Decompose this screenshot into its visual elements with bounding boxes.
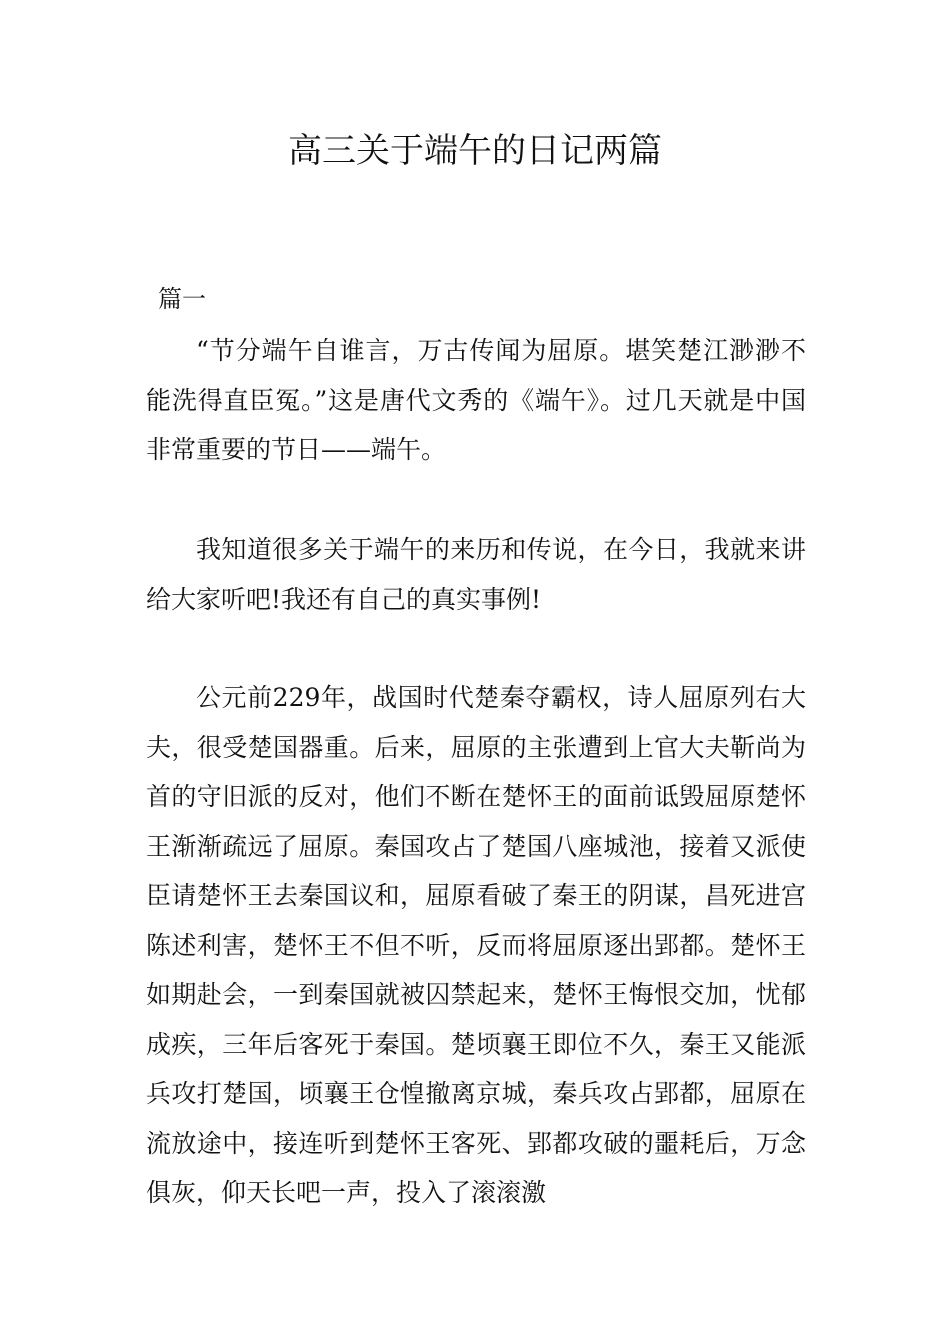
paragraph-3: 公元前229年，战国时代楚秦夺霸权，诗人屈原列右大夫，很受楚国器重。后来，屈原的主张遭到上官大夫靳尚为首的守旧派的反对，他们不断在楚怀王的面前诋毁屈原楚怀王渐渐疏远了屈原。秦国攻占了楚国八座城池，接着又派使臣请楚怀王去秦国议和，屈原看破了秦王的阴谋，昌死进宫陈述利害，楚怀王不但不听，反而将屈原逐出郢都。楚怀王如期赴会，一到秦国就被囚禁起来，楚怀王悔恨交加，忧郁成疾，三年后客死于秦国。楚顷襄王即位不久，秦王又能派兵攻打楚国，顷襄王仓惶撤离京城，秦兵攻占郢都，屈原在流放途中，接连听到楚怀王客死、郢都攻破的噩耗后，万念俱灰，仰天长吧一声，投入了滚滚激 bbox=[146, 683, 806, 1207]
document-title: 高三关于端午的日记两篇 bbox=[288, 131, 662, 171]
paragraph-2: 我知道很多关于端午的来历和传说，在今日，我就来讲给大家听吧!我还有自己的真实事例! bbox=[146, 535, 806, 614]
section-label: 篇一 bbox=[158, 285, 206, 313]
paragraph-1: “节分端午自谁言，万古传闻为屈原。堪笑楚江渺渺不能洗得直臣冤。”这是唐代文秀的《端午》。过几天就是中国非常重要的节日——端午。 bbox=[146, 336, 806, 464]
